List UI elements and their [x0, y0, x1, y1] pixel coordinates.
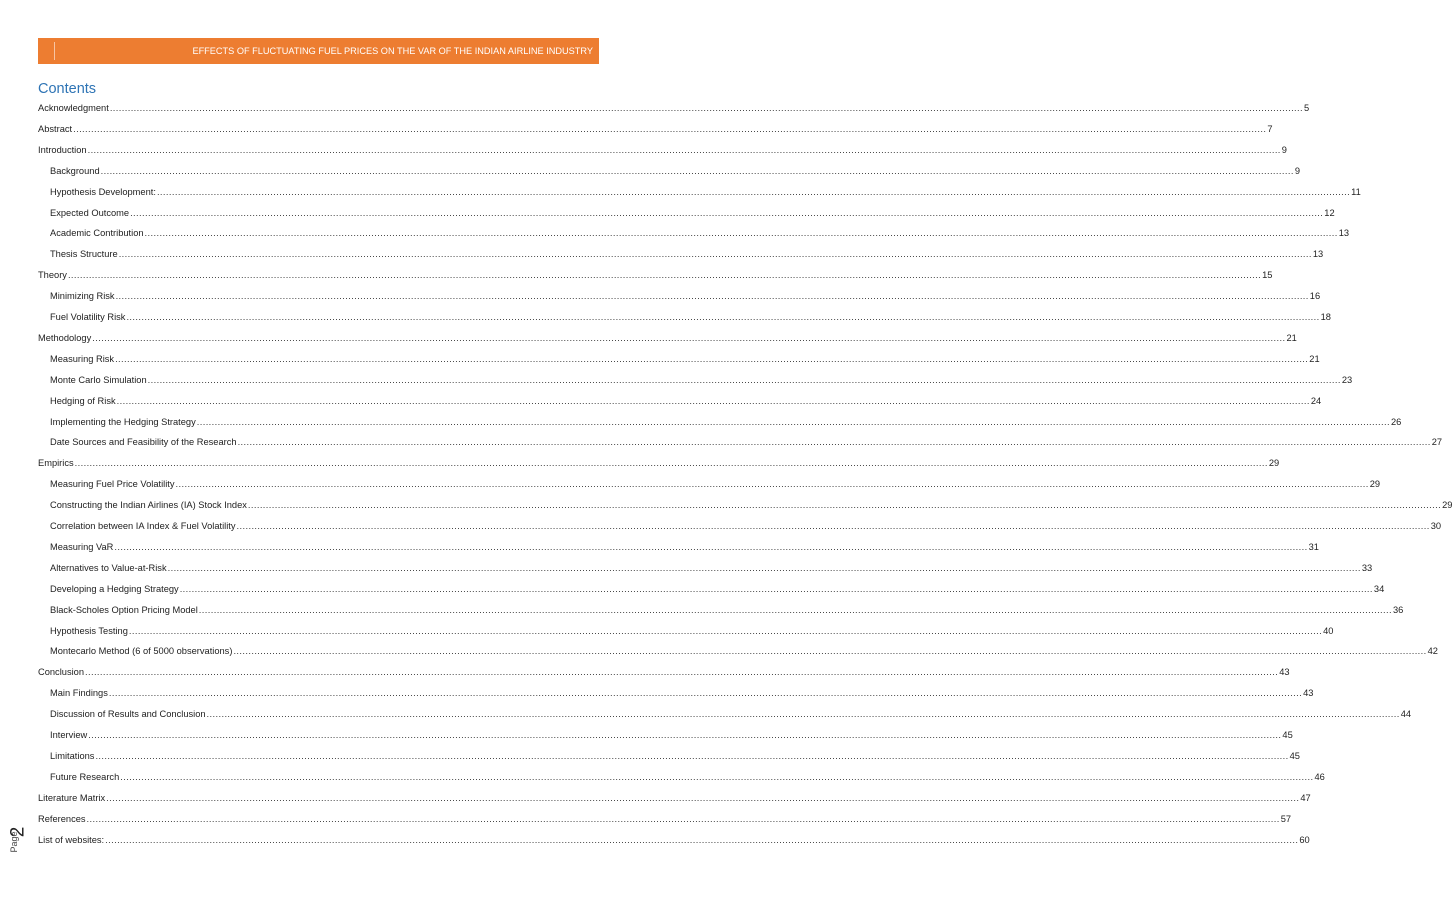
toc-entry-page: 16	[1309, 291, 1321, 302]
toc-entry-page: 44	[1400, 709, 1412, 720]
toc-dot-leader: ................................................................................................................................................................................................................................................................................................................................................................................................................	[88, 730, 1282, 740]
toc-entry-label: Abstract	[38, 123, 73, 134]
toc-dot-leader: ................................................................................................................................................................................................................................................................................................................................................................................................................	[86, 813, 1280, 824]
toc-entry-page: 9	[1281, 144, 1287, 155]
toc-entry-page: 45	[1282, 730, 1293, 740]
toc-entry-label: Implementing the Hedging Strategy	[50, 416, 196, 427]
toc-dot-leader: ................................................................................................................................................................................................................................................................................................................................................................................................................	[118, 249, 1312, 260]
toc-entry-label: Acknowledgment	[38, 103, 109, 113]
toc-dot-leader: ................................................................................................................................................................................................................................................................................................................................................................................................................	[106, 792, 1300, 803]
document-title: EFFECTS OF FLUCTUATING FUEL PRICES ON THE VAR OF THE INDIAN AIRLINE INDUSTRY	[192, 46, 593, 56]
toc-entry[interactable]	[0, 539, 1319, 553]
toc-entry[interactable]	[0, 518, 1442, 532]
toc-entry-page: 29	[1369, 479, 1381, 490]
toc-entry-page: 31	[1308, 541, 1319, 552]
toc-entry-label: Hedging of Risk	[50, 395, 116, 406]
toc-entry-label: Expected Outcome	[50, 207, 130, 218]
toc-entry[interactable]	[0, 560, 1373, 574]
toc-entry-label: Future Research	[50, 771, 120, 782]
toc-dot-leader: ................................................................................................................................................................................................................................................................................................................................................................................................................	[85, 667, 1279, 678]
toc-entry-label: Alternatives to Value-at-Risk	[50, 562, 167, 573]
toc-dot-leader: ................................................................................................................................................................................................................................................................................................................................................................................................................	[67, 270, 1262, 281]
toc-entry-label: Measuring Risk	[50, 353, 115, 364]
toc-dot-leader: ................................................................................................................................................................................................................................................................................................................................................................................................................	[198, 604, 1392, 615]
toc-entry-label: Conclusion	[38, 667, 84, 678]
toc-entry-page: 9	[1294, 165, 1300, 176]
toc-entry[interactable]	[0, 184, 1361, 198]
toc-entry-page: 5	[1304, 103, 1310, 113]
toc-entry-label: Measuring Fuel Price Volatility	[50, 479, 175, 490]
toc-entry-label: Main Findings	[50, 688, 108, 699]
toc-dot-leader: ................................................................................................................................................................................................................................................................................................................................................................................................................	[115, 291, 1309, 302]
toc-entry-page: 47	[1300, 792, 1311, 803]
toc-entry-page: 29	[1268, 458, 1280, 469]
toc-dot-leader: ................................................................................................................................................................................................................................................................................................................................................................................................................	[115, 353, 1309, 364]
toc-entry[interactable]	[0, 832, 1310, 846]
toc-entry-label: Hypothesis Development:	[50, 186, 156, 197]
toc-dot-leader: ................................................................................................................................................................................................................................................................................................................................................................................................................	[247, 500, 1442, 511]
toc-dot-leader: ................................................................................................................................................................................................................................................................................................................................................................................................................	[175, 479, 1369, 490]
contents-heading: Contents	[38, 81, 97, 97]
toc-dot-leader: ................................................................................................................................................................................................................................................................................................................................................................................................................	[196, 416, 1390, 427]
toc-entry[interactable]	[0, 414, 1402, 428]
toc-entry[interactable]	[0, 769, 1325, 783]
toc-entry-label: List of websites:	[38, 834, 105, 845]
toc-entry-label: Discussion of Results and Conclusion	[50, 709, 206, 720]
toc-entry-label: Limitations	[50, 750, 95, 761]
toc-dot-leader: ................................................................................................................................................................................................................................................................................................................................................................................................................	[92, 332, 1286, 343]
page-label: Page	[9, 831, 19, 853]
toc-entry[interactable]	[0, 267, 1273, 281]
toc-entry-label: Measuring VaR	[50, 541, 114, 552]
toc-entry[interactable]	[0, 581, 1385, 595]
toc-entry-page: 33	[1361, 562, 1373, 573]
toc-entry[interactable]	[0, 643, 1438, 657]
toc-entry-page: 43	[1303, 688, 1314, 699]
toc-entry[interactable]	[0, 455, 1280, 469]
toc-entry-page: 45	[1289, 750, 1300, 761]
toc-dot-leader: ................................................................................................................................................................................................................................................................................................................................................................................................................	[130, 207, 1324, 218]
toc-entry-label: Montecarlo Method (6 of 5000 observations)	[50, 646, 233, 657]
toc-entry-label: Fuel Volatility Risk	[50, 312, 126, 322]
toc-dot-leader: ................................................................................................................................................................................................................................................................................................................................................................................................................	[116, 395, 1310, 406]
toc-entry-label: Hypothesis Testing	[50, 625, 128, 636]
toc-entry-label: Constructing the Indian Airlines (IA) Stock Index	[50, 500, 247, 511]
toc-dot-leader: ................................................................................................................................................................................................................................................................................................................................................................................................................	[236, 521, 1430, 531]
toc-entry[interactable]	[0, 685, 1314, 699]
toc-dot-leader: ................................................................................................................................................................................................................................................................................................................................................................................................................	[147, 374, 1341, 385]
toc-entry-page: 7	[1267, 123, 1273, 134]
toc-entry-page: 23	[1341, 374, 1353, 385]
toc-entry-page: 21	[1286, 332, 1297, 343]
toc-entry[interactable]	[0, 225, 1350, 239]
toc-entry-page: 36	[1393, 604, 1404, 615]
toc-entry-label: Methodology	[38, 332, 92, 343]
toc-entry-label: Theory	[38, 270, 67, 281]
toc-dot-leader: ................................................................................................................................................................................................................................................................................................................................................................................................................	[144, 228, 1338, 239]
toc-dot-leader: ................................................................................................................................................................................................................................................................................................................................................................................................................	[95, 750, 1289, 761]
toc-entry-page: 26	[1390, 416, 1402, 427]
toc-dot-leader: ................................................................................................................................................................................................................................................................................................................................................................................................................	[206, 709, 1400, 720]
toc-entry-label: Thesis Structure	[50, 249, 118, 260]
toc-entry[interactable]	[0, 623, 1334, 637]
toc-entry[interactable]	[0, 393, 1322, 407]
toc-dot-leader: ................................................................................................................................................................................................................................................................................................................................................................................................................	[237, 437, 1431, 448]
toc-entry[interactable]	[0, 706, 1412, 720]
toc-entry[interactable]	[0, 142, 1287, 156]
toc-entry[interactable]	[0, 163, 1300, 177]
toc-entry-label: Correlation between IA Index & Fuel Volatility	[50, 521, 236, 531]
toc-dot-leader: ................................................................................................................................................................................................................................................................................................................................................................................................................	[167, 562, 1361, 573]
toc-entry[interactable]	[0, 372, 1353, 386]
toc-entry-page: 27	[1431, 437, 1443, 448]
toc-entry-label: Interview	[50, 730, 88, 740]
toc-entry-page: 18	[1320, 312, 1331, 322]
toc-entry[interactable]	[0, 602, 1404, 616]
toc-dot-leader: ................................................................................................................................................................................................................................................................................................................................................................................................................	[74, 458, 1268, 469]
toc-entry[interactable]	[0, 811, 1292, 825]
toc-dot-leader: ................................................................................................................................................................................................................................................................................................................................................................................................................	[105, 834, 1299, 845]
toc-entry-page: 21	[1309, 353, 1320, 364]
toc-entry-label: Date Sources and Feasibility of the Research	[50, 437, 237, 448]
page-number: 2	[7, 826, 29, 838]
toc-entry-label: References	[38, 813, 86, 824]
toc-dot-leader: ................................................................................................................................................................................................................................................................................................................................................................................................................	[120, 771, 1314, 782]
toc-entry-label: Introduction	[38, 144, 87, 155]
toc-entry-page: 11	[1351, 186, 1361, 197]
toc-entry[interactable]	[0, 727, 1293, 741]
toc-entry[interactable]	[0, 748, 1300, 762]
toc-entry-label: Minimizing Risk	[50, 291, 115, 302]
toc-entry-page: 46	[1314, 771, 1325, 782]
toc-dot-leader: ................................................................................................................................................................................................................................................................................................................................................................................................................	[114, 541, 1308, 552]
toc-entry-page: 42	[1427, 646, 1438, 657]
toc-entry[interactable]	[0, 309, 1331, 323]
toc-dot-leader: ................................................................................................................................................................................................................................................................................................................................................................................................................	[126, 312, 1320, 322]
toc-entry[interactable]	[0, 121, 1273, 135]
toc-entry[interactable]	[0, 497, 1452, 511]
toc-entry[interactable]	[0, 664, 1290, 678]
toc-entry-label: Developing a Hedging Strategy	[50, 583, 179, 594]
toc-dot-leader: ................................................................................................................................................................................................................................................................................................................................................................................................................	[100, 165, 1294, 176]
toc-entry[interactable]	[0, 351, 1320, 365]
toc-dot-leader: ................................................................................................................................................................................................................................................................................................................................................................................................................	[108, 688, 1303, 699]
toc-entry-label: Empirics	[38, 458, 74, 469]
toc-entry[interactable]	[0, 246, 1324, 260]
toc-entry[interactable]	[0, 790, 1311, 804]
toc-entry[interactable]	[0, 476, 1381, 490]
toc-entry[interactable]	[0, 434, 1443, 448]
toc-entry-page: 15	[1262, 270, 1273, 281]
toc-dot-leader: ................................................................................................................................................................................................................................................................................................................................................................................................................	[128, 625, 1323, 636]
toc-entry-page: 34	[1373, 583, 1385, 594]
toc-entry-page: 12	[1324, 207, 1335, 218]
toc-entry-label: Black-Scholes Option Pricing Model	[50, 604, 198, 615]
page-number-marker	[4, 815, 30, 865]
toc-entry-label: Background	[50, 165, 100, 176]
toc-entry-page: 60	[1299, 834, 1310, 845]
toc-dot-leader: ................................................................................................................................................................................................................................................................................................................................................................................................................	[233, 646, 1427, 657]
toc-dot-leader: ................................................................................................................................................................................................................................................................................................................................................................................................................	[109, 103, 1304, 113]
toc-entry-page: 29	[1442, 500, 1452, 511]
toc-entry-page: 24	[1310, 395, 1322, 406]
toc-entry[interactable]	[0, 288, 1321, 302]
toc-entry-label: Literature Matrix	[38, 792, 106, 803]
toc-entry-label: Monte Carlo Simulation	[50, 374, 147, 385]
toc-entry-page: 13	[1312, 249, 1324, 260]
toc-entry[interactable]	[0, 330, 1297, 344]
toc-entry-page: 43	[1279, 667, 1290, 678]
toc-dot-leader: ................................................................................................................................................................................................................................................................................................................................................................................................................	[156, 186, 1351, 197]
toc-entry-label: Academic Contribution	[50, 228, 144, 239]
toc-entry-page: 57	[1280, 813, 1292, 824]
toc-entry-page: 13	[1338, 228, 1350, 239]
toc-entry[interactable]	[0, 100, 1310, 114]
toc-entry-page: 30	[1430, 521, 1442, 531]
toc-entry[interactable]	[0, 205, 1335, 219]
toc-entry-page: 40	[1323, 625, 1334, 636]
toc-dot-leader: ................................................................................................................................................................................................................................................................................................................................................................................................................	[179, 583, 1373, 594]
toc-dot-leader: ................................................................................................................................................................................................................................................................................................................................................................................................................	[73, 123, 1267, 134]
toc-dot-leader: ................................................................................................................................................................................................................................................................................................................................................................................................................	[87, 144, 1281, 155]
